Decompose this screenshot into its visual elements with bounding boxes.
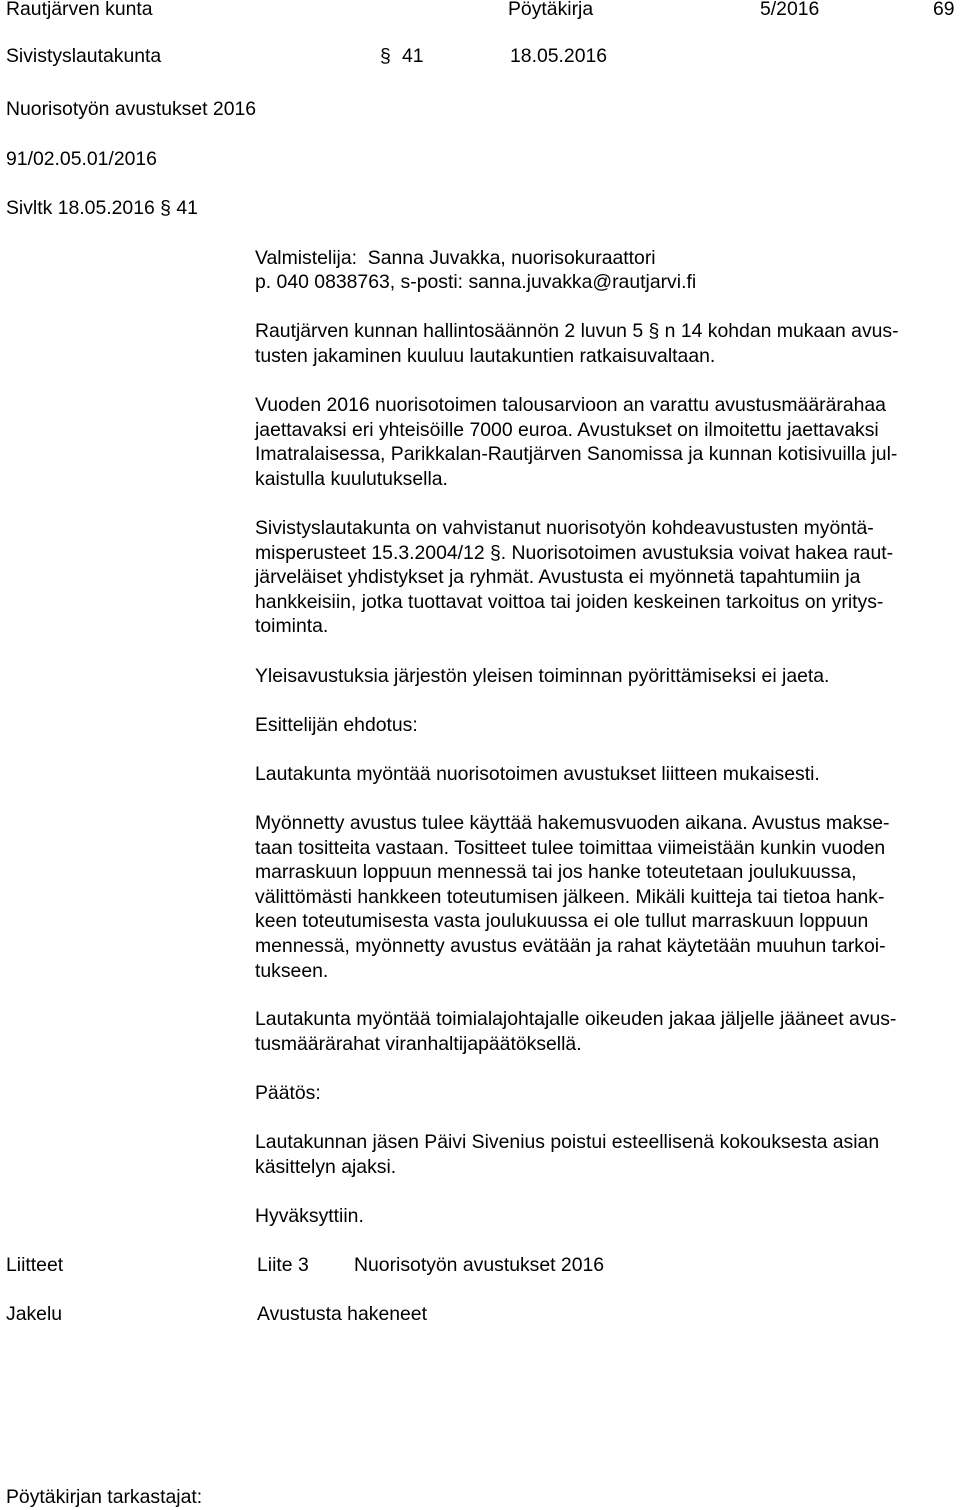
document-number: 5/2016 — [760, 0, 820, 20]
distribution-label: Jakelu — [6, 1303, 63, 1325]
reference-number: 91/02.05.01/2016 — [6, 148, 157, 170]
paragraph-administrative-rule — [255, 319, 955, 368]
text-line: käsittelyn ajaksi. — [255, 1155, 397, 1178]
item-title: Nuorisotyön avustukset 2016 — [6, 98, 257, 120]
text-line: marraskuun loppuun mennessä tai jos hanke toteutetaan joulukuussa, — [255, 861, 857, 884]
text-line: taan tositteita vastaan. Tositteet tulee toimittaa viimeistään kunkin vuoden — [255, 836, 886, 859]
paragraph-delegation — [255, 1007, 955, 1056]
preparer-label: Valmistelija: — [255, 247, 358, 269]
proposal-heading: Esittelijän ehdotus: — [255, 714, 418, 736]
history-section-number: 41 — [176, 197, 198, 219]
preparer-contact: p. 040 0838763, s-posti: sanna.juvakka@rautjarvi.fi — [255, 271, 697, 293]
paragraph-recusal — [255, 1130, 955, 1179]
text-line: Rautjärven kunnan hallintosäännön 2 luvun 5 § n 14 kohdan mukaan avus- — [255, 320, 899, 342]
text-line: tusmäärärahat viranhaltijapäätöksellä. — [255, 1032, 582, 1055]
preparer-name: Sanna Juvakka, nuorisokuraattori — [367, 247, 656, 269]
paragraph-grant-terms — [255, 811, 955, 983]
text-line: Imatralaisessa, Parikkalan-Rautjärven Sanomissa ja kunnan kotisivuilla jul- — [255, 443, 898, 466]
paragraph-criteria — [255, 516, 955, 639]
text-line: misperusteet 15.3.2004/12 §. Nuorisotoimen avustuksia voivat hakea raut- — [255, 541, 894, 564]
text-line: Yleisavustuksia järjestön yleisen toiminnan pyörittämiseksi ei jaeta. — [255, 665, 830, 687]
text-line: mennessä, myönnetty avustus evätään ja rahat käytetään muuhun tarkoi- — [255, 934, 886, 957]
attachment-name: Nuorisotyön avustukset 2016 — [354, 1254, 605, 1276]
text-line: tusten jakaminen kuuluu lautakuntien ratkaisuvaltaan. — [255, 344, 716, 367]
reviewers-label: Pöytäkirjan tarkastajat: — [6, 1486, 203, 1508]
document-type: Pöytäkirja — [508, 0, 594, 20]
text-line: keen toteutumisesta vasta joulukuussa ei ole tullut marraskuun loppuun — [255, 910, 869, 933]
text-line: välittömästi hankkeen toteutumisen jälkeen. Mikäli kuitteja tai tietoa hank- — [255, 885, 885, 908]
text-line: Myönnetty avustus tulee käyttää hakemusvuoden aikana. Avustus makse- — [255, 812, 890, 834]
meeting-date: 18.05.2016 — [510, 45, 608, 67]
section-number: 41 — [402, 45, 424, 67]
text-line: hankkeisiin, jotka tuottavat voittoa tai joiden keskeinen tarkoitus on yritys- — [255, 590, 884, 613]
attachment-id: Liite 3 — [257, 1254, 309, 1276]
section-mark: § — [380, 45, 391, 67]
text-line: järveläiset yhdistykset ja ryhmät. Avustusta ei myönnetä tapahtumiin ja — [255, 566, 861, 589]
text-line: Hyväksyttiin. — [255, 1205, 364, 1227]
history-prefix: Sivltk 18.05.2016 — [6, 197, 155, 219]
paragraph-budget — [255, 393, 955, 491]
text-line: Vuoden 2016 nuorisotoimen talousarvioon an varattu avustusmäärärahaa — [255, 394, 886, 416]
text-line: jaettavaksi eri yhteisöille 7000 euroa. Avustukset on ilmoitettu jaettavaksi — [255, 418, 879, 441]
preparer-line — [255, 246, 656, 271]
text-line: Sivistyslautakunta on vahvistanut nuorisotyön kohdeavustusten myöntä- — [255, 517, 874, 539]
municipality-name: Rautjärven kunta — [6, 0, 153, 20]
paragraph-proposal — [255, 762, 955, 787]
text-line: Lautakunta myöntää toimialajohtajalle oikeuden jakaa jäljelle jääneet avus- — [255, 1008, 897, 1030]
board-name: Sivistyslautakunta — [6, 45, 162, 67]
text-line: kaistulla kuulutuksella. — [255, 467, 448, 490]
page-number: 69 — [933, 0, 955, 20]
paragraph-approved — [255, 1204, 955, 1229]
decision-heading: Päätös: — [255, 1082, 321, 1104]
paragraph-general-grants — [255, 664, 955, 689]
distribution-value: Avustusta hakeneet — [257, 1303, 427, 1325]
history-entry — [6, 196, 198, 221]
text-line: Lautakunnan jäsen Päivi Sivenius poistui esteellisenä kokouksesta asian — [255, 1131, 880, 1153]
text-line: tukseen. — [255, 959, 329, 982]
history-section-mark: § — [160, 197, 171, 219]
attachments-label: Liitteet — [6, 1254, 64, 1276]
text-line: Lautakunta myöntää nuorisotoimen avustukset liitteen mukaisesti. — [255, 763, 820, 785]
text-line: toiminta. — [255, 615, 329, 638]
